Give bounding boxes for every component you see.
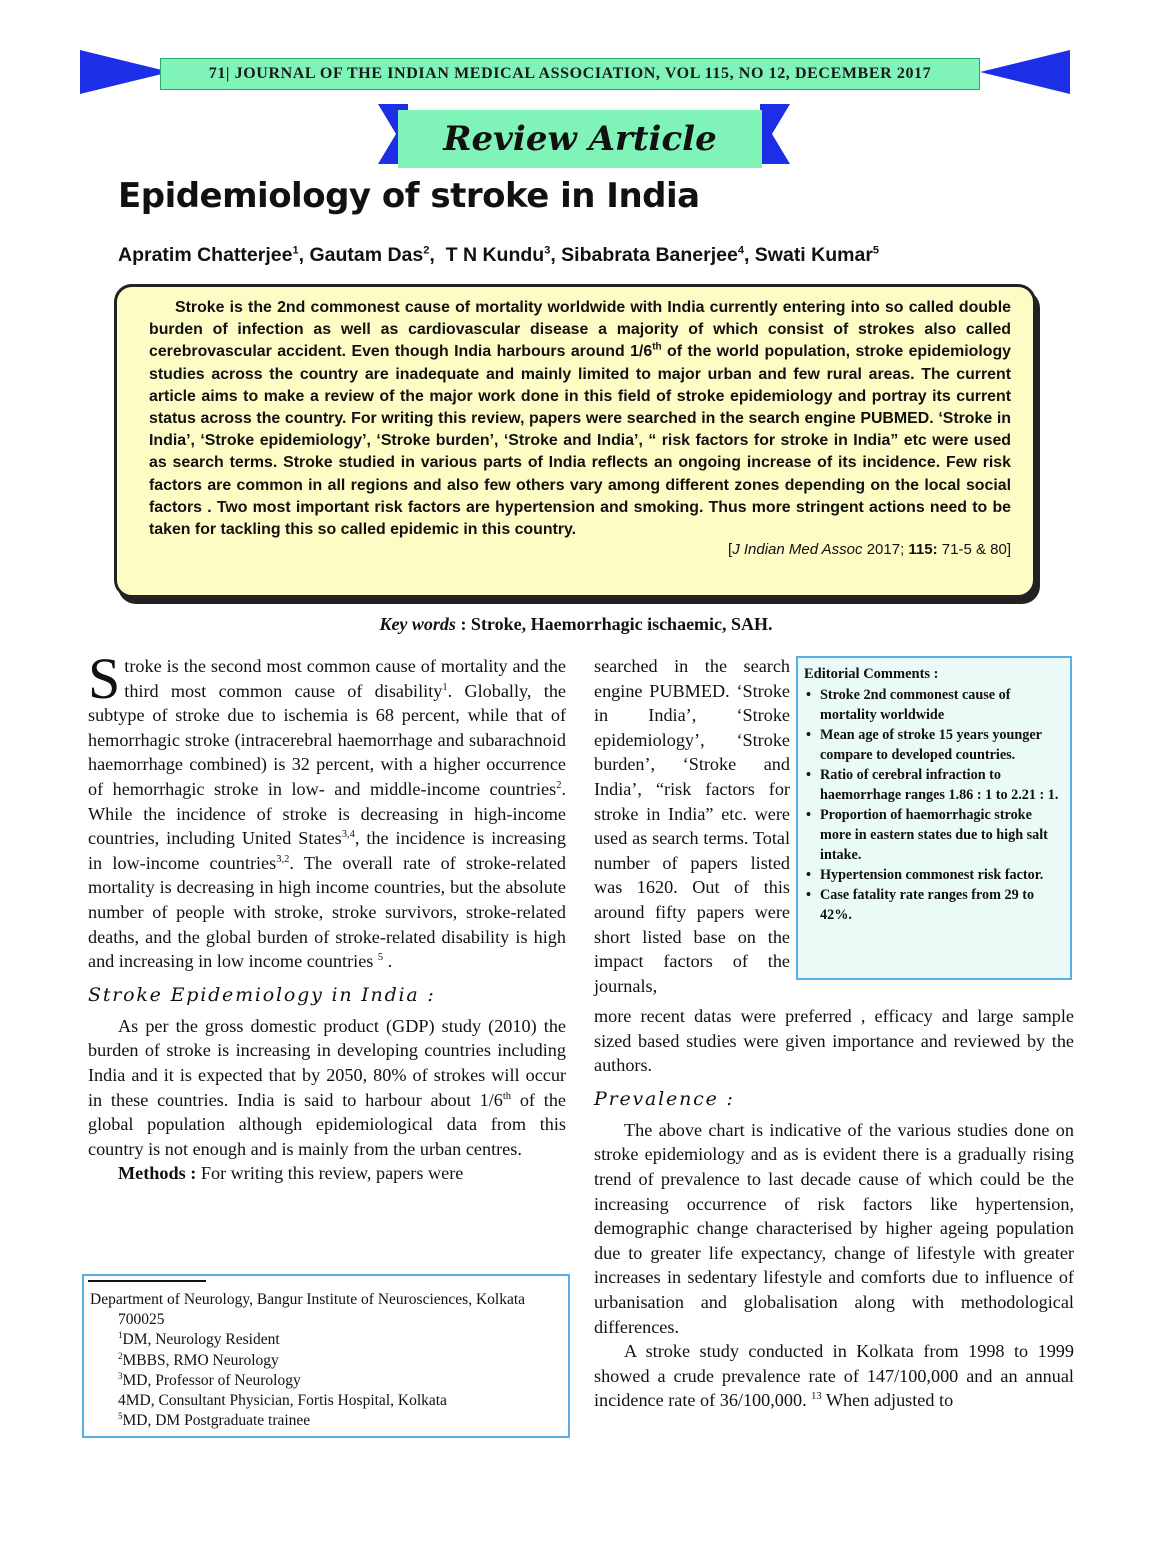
text-run: , the incidence is increasing in low-income countries — [88, 828, 566, 873]
ref-mark: 3,4 — [341, 829, 355, 841]
methods-continued-2: more recent datas were preferred , efficacy and large sample sized based studies were given importance and reviewed by the authors. — [594, 1006, 1074, 1076]
affiliation-postcode: 700025 — [118, 1311, 165, 1329]
author-list: Apratim Chatterjee$^1$, Gautam Das$^2$, T N Kundu$^3$, Sibabrata Banerjee$^4$, Swati Kumar$^5$ — [118, 244, 880, 266]
affiliation-item — [90, 1371, 562, 1391]
affiliations-box — [82, 1274, 570, 1438]
text-run: of the global population although epidemiological data from this country is not enough and is mainly from the urban centres. — [88, 1089, 566, 1159]
citation-year: 2017; — [862, 541, 909, 559]
ref-mark: 3,2 — [276, 853, 290, 865]
methods-paragraph — [88, 1161, 566, 1186]
methods-label: Methods : — [118, 1163, 197, 1184]
keywords — [0, 614, 1152, 635]
abstract-citation — [149, 541, 1011, 558]
affiliation-text: MBBS, RMO Neurology — [122, 1351, 279, 1369]
ref-mark: 5 — [377, 952, 384, 964]
abstract-box — [114, 284, 1036, 598]
editorial-item: • Proportion of haemorrhagic stroke more in eastern states due to high salt intake. — [804, 805, 1062, 865]
header-arrow-right — [980, 50, 1070, 94]
editorial-list — [804, 685, 1062, 925]
editorial-title: Editorial Comments : — [804, 666, 939, 682]
affiliation-text: MD, Professor of Neurology — [122, 1371, 301, 1389]
article-title: Epidemiology of stroke in India — [118, 176, 700, 216]
ribbon-tail-right — [760, 104, 790, 164]
journal-line: 71| JOURNAL OF THE INDIAN MEDICAL ASSOCIATION, VOL 115, NO 12, DECEMBER 2017 — [208, 65, 932, 82]
header-arrow-left — [80, 50, 170, 94]
author: Apratim Chatterjee — [118, 244, 293, 266]
author: Swati Kumar — [754, 244, 873, 266]
affiliation-mark: 1 — [118, 1330, 123, 1341]
author-mark: 4 — [737, 244, 744, 257]
prevalence-paragraph: The above chart is indicative of the various studies done on stroke epidemiology and as is evident there is a gradually rising trend of prevalence to last decade cause of which could be the increasing occurrence of risk factors like hypertension, demographic change characterised by higher ageing population due to greater life expectancy, change of lifestyle with greater increases in sedentary lifestyle and comforts due to influence of urbanisation and globalisation along with methodological differences. — [594, 1119, 1074, 1337]
author-mark: 5 — [872, 244, 880, 257]
affiliation-text: MD, DM Postgraduate trainee — [122, 1412, 311, 1430]
gdp-paragraph — [88, 1014, 566, 1162]
methods-continued: searched in the search engine PUBMED. ‘Stroke in India’, ‘Stroke epidemiology’, ‘Stroke burden’, ‘Stroke and India’, “risk factors for stroke in India” etc. were used as search terms. Total number of papers listed was 1620. Out of this around fifty papers were short listed base on the impact factors of the journals, — [594, 656, 790, 996]
author-mark: 2 — [423, 244, 430, 257]
author: T N Kundu — [445, 244, 545, 266]
affiliation-item — [90, 1330, 562, 1350]
section-label-text: Review Article — [443, 119, 717, 159]
intro-paragraph — [88, 646, 567, 974]
editorial-item: • Stroke 2nd commonest cause of mortality worldwide — [804, 685, 1062, 725]
right-column — [594, 1004, 1074, 1413]
drop-cap: S — [88, 646, 121, 711]
citation-pages: 71-5 & 80] — [937, 541, 1011, 559]
author: Gautam Das — [309, 244, 424, 266]
affiliation-department: Department of Neurology, Bangur Institute of Neurosciences, Kolkata — [90, 1291, 526, 1308]
author-mark: 1 — [292, 244, 299, 257]
text-run: As per the gross domestic product (GDP) study (2010) the burden of stroke is increasing in developing countries including India and it is expected that by 2050, 80% of strokes will occur in these countries. India is said to harbour about 1/6 — [88, 1015, 566, 1110]
citation-bracket: [ — [728, 541, 733, 559]
text-run: . The overall rate of stroke-related mortality is decreasing in high income countries, but the absolute number of people with stroke, stroke survivors, stroke-related deaths, and the global burden of stroke-related disability is high and increasing in low income countries — [88, 852, 566, 972]
abstract-part: of the world population, stroke epidemiology studies across the country are inadequate and mainly limited to major urban and few rural areas. The current article aims to make a review of the major work done in this field of stroke epidemiology and portray its current status across the country. For writing this review, papers were searched in the search engine PUBMED. ‘Stroke in India’, ‘Stroke epidemiology’, ‘Stroke burden’, ‘Stroke and India’, “ risk factors for stroke in India” etc were used as search terms. Stroke studied in various parts of India reflects an ongoing increase of its incidence. Few risk factors are common in all regions and also few others vary among different zones depending on the local social factors . Two most important risk factors are hypertension and smoking. Thus more stringent actions need to be taken for tackling this so called epidemic in this country. — [149, 343, 1011, 539]
abstract-text — [149, 297, 1011, 541]
affiliation-text: 4MD, Consultant Physician, Fortis Hospital, Kolkata — [118, 1392, 447, 1410]
abstract-part: Stroke is the 2nd commonest cause of mortality worldwide with India currently entering into so called double burden of infection as well as cardiovascular disease a majority of which consist of strokes also called cerebrovascular accident. Even though India harbours around 1/6 — [149, 299, 1011, 361]
abstract-sup: th — [652, 342, 662, 354]
text-run: . — [383, 951, 393, 972]
text-run: A stroke study conducted in Kolkata from 1998 to 1999 showed a crude prevalence rate of 147/100,000 and an annual incidence rate of 36/100,000. — [594, 1341, 1074, 1411]
ref-mark: 2 — [556, 779, 562, 791]
citation-volume: 115: — [908, 541, 938, 559]
text-run: When adjusted to — [821, 1390, 954, 1411]
section-heading-epidemiology: Stroke Epidemiology in India : — [88, 983, 436, 1006]
text-run: . While the incidence of stroke is decreasing in high-income countries, including United States — [88, 778, 566, 849]
text-run: For writing this review, papers were — [196, 1163, 464, 1184]
affiliation-item — [90, 1411, 562, 1431]
affiliation-mark: 3 — [118, 1370, 123, 1381]
citation-journal: J Indian Med Assoc — [732, 541, 863, 559]
kolkata-paragraph — [594, 1339, 1074, 1413]
keywords-text: : Stroke, Haemorrhagic ischaemic, SAH. — [455, 614, 773, 634]
affiliation-text: DM, Neurology Resident — [122, 1331, 280, 1349]
editorial-item: • Case fatality rate ranges from 29 to 42%. — [804, 885, 1062, 925]
editorial-item: • Hypertension commonest risk factor. — [804, 865, 1062, 885]
editorial-item: • Mean age of stroke 15 years younger compare to developed countries. — [804, 725, 1062, 765]
journal-header — [160, 58, 980, 90]
section-heading-prevalence: Prevalence : — [594, 1087, 735, 1110]
right-column-top — [594, 654, 790, 998]
affiliation-item — [90, 1391, 562, 1411]
superscript: th — [502, 1090, 512, 1102]
editorial-item: • Ratio of cerebral infraction to haemorrhage ranges 1.86 : 1 to 2.21 : 1. — [804, 765, 1062, 805]
author: Sibabrata Banerjee — [561, 244, 738, 266]
editorial-comments-box — [796, 656, 1072, 980]
affiliation-mark: 2 — [118, 1350, 123, 1361]
left-column — [88, 646, 567, 1186]
ref-mark: 13 — [811, 1391, 822, 1403]
text-run: troke is the second most common cause of mortality and the third most common cause of disability — [124, 656, 566, 701]
author-mark: 3 — [544, 244, 551, 257]
affiliation-mark: 5 — [118, 1411, 123, 1422]
text-run: . Globally, the subtype of stroke due to ischemia is 68 percent, while that of hemorrhagic stroke (intracerebral haemorrhage and subarachnoid haemorrhage combined) is 32 percent, with a higher occurrence of hemorrhagic stroke in low- and middle-income countries — [88, 680, 567, 799]
footnote-rule — [88, 1280, 206, 1282]
section-label — [398, 110, 762, 168]
ref-mark: 1 — [442, 681, 448, 693]
keywords-label: Key words — [379, 614, 456, 634]
affiliation-item — [90, 1351, 562, 1371]
